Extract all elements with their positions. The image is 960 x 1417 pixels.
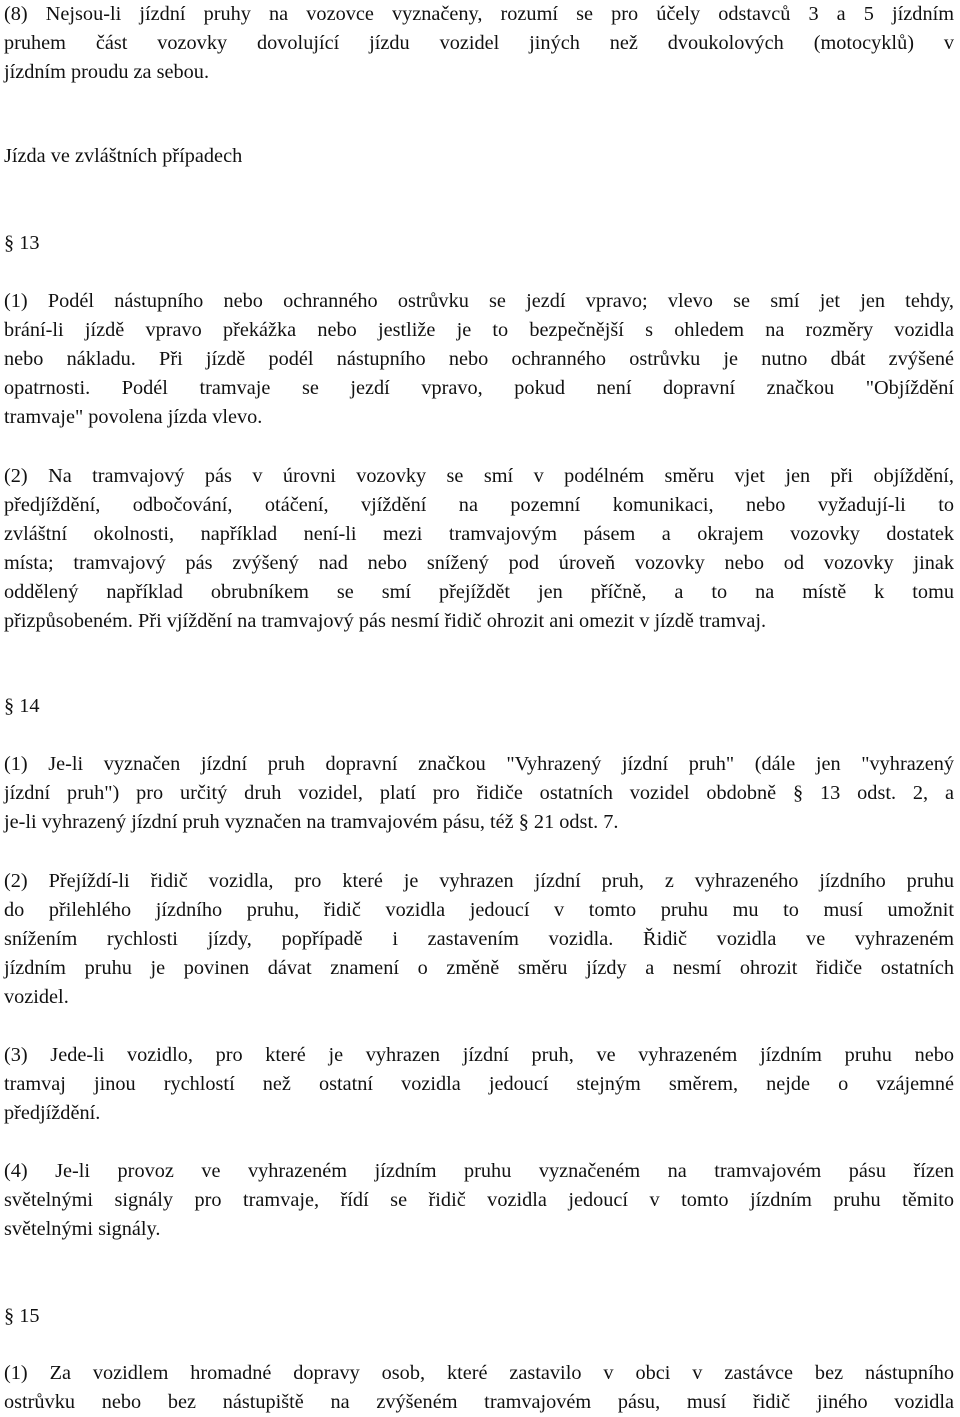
section-14-paragraph-2: [4, 867, 954, 1012]
text-line: (1) Je-li vyznačen jízdní pruh dopravní značkou "Vyhrazený jízdní pruh" (dále jen "vyhrazený: [4, 753, 954, 775]
section-13-paragraph-2: [4, 462, 954, 636]
section-15-paragraph-1: [4, 1359, 954, 1417]
paragraph-8: [4, 0, 954, 87]
text-line: jízdní pruh") pro určitý druh vozidel, platí pro řidiče ostatních vozidel obdobně § 13 odst. 2, a: [4, 782, 954, 804]
text-line: (8) Nejsou-li jízdní pruhy na vozovce vyznačeny, rozumí se pro účely odstavců 3 a 5 jízdním: [4, 3, 954, 25]
text-line: (2) Přejíždí-li řidič vozidla, pro které je vyhrazen jízdní pruh, z vyhrazeného jízdního pruhu: [4, 870, 954, 892]
section-14-paragraph-1: [4, 750, 954, 837]
text-line: pruhem část vozovky dovolující jízdu vozidel jiných než dvoukolových (motocyklů) v: [4, 32, 954, 54]
section-heading: [4, 142, 954, 171]
section-13-title: [4, 229, 954, 258]
text-line: brání-li jízdě vpravo překážka nebo jestliže je to bezpečnější s ohledem na rozměry vozidla: [4, 319, 954, 341]
section-14-paragraph-4: [4, 1157, 954, 1244]
section-number: § 13: [4, 232, 40, 254]
text-line: předjíždění, odbočování, otáčení, vjíždění na pozemní komunikaci, nebo vyžadují-li to: [4, 494, 954, 516]
text-line: snížením rychlosti jízdy, popřípadě i zastavením vozidla. Řidič vozidla ve vyhrazeném: [4, 928, 954, 950]
text-line: světelnými signály pro tramvaje, řídí se řidič vozidla jedoucí v tomto jízdním pruhu těmito: [4, 1189, 954, 1211]
text-line: tramvaj jinou rychlostí než ostatní vozidla jedoucí stejným směrem, nejde o vzájemné: [4, 1073, 954, 1095]
text-line: místa; tramvajový pás zvýšený nad nebo snížený pod úroveň vozovky nebo od vozovky jinak: [4, 552, 954, 574]
text-line: (3) Jede-li vozidlo, pro které je vyhrazen jízdní pruh, ve vyhrazeném jízdním pruhu nebo: [4, 1044, 954, 1066]
section-number: § 15: [4, 1305, 40, 1327]
text-line: přizpůsobeném. Při vjíždění na tramvajový pás nesmí řidič ohrozit ani omezit v jízdě tramvaj.: [4, 610, 767, 632]
text-line: je-li vyhrazený jízdní pruh vyznačen na tramvajovém pásu, též § 21 odst. 7.: [4, 811, 619, 833]
section-15-title: [4, 1302, 954, 1331]
text-line: ostrůvku nebo bez nástupiště na zvýšeném tramvajovém pásu, musí řidič jiného vozidla: [4, 1391, 954, 1413]
text-line: (1) Podél nástupního nebo ochranného ostrůvku se jezdí vpravo; vlevo se smí jet jen tehdy,: [4, 290, 954, 312]
text-line: opatrnosti. Podél tramvaje se jezdí vpravo, pokud není dopravní značkou "Objíždění: [4, 377, 954, 399]
text-line: tramvaje" povolena jízda vlevo.: [4, 406, 263, 428]
heading-text: Jízda ve zvláštních případech: [4, 145, 243, 167]
text-line: vozidel.: [4, 986, 69, 1008]
text-line: zvláštní okolnosti, například není-li mezi tramvajovým pásem a okrajem vozovky dostatek: [4, 523, 954, 545]
text-line: (4) Je-li provoz ve vyhrazeném jízdním pruhu vyznačeném na tramvajovém pásu řízen: [4, 1160, 954, 1182]
text-line: světelnými signály.: [4, 1218, 161, 1240]
text-line: jízdním proudu za sebou.: [4, 61, 210, 83]
text-line: (2) Na tramvajový pás v úrovni vozovky se smí v podélném směru vjet jen při objíždění,: [4, 465, 954, 487]
text-line: oddělený například obrubníkem se smí přejíždět jen příčně, a to na místě k tomu: [4, 581, 954, 603]
section-13-paragraph-1: [4, 287, 954, 432]
text-line: předjíždění.: [4, 1102, 101, 1124]
text-line: jízdním pruhu je povinen dávat znamení o změně směru jízdy a nesmí ohrozit řidiče ostatních: [4, 957, 954, 979]
text-line: nebo nákladu. Při jízdě podél nástupního nebo ochranného ostrůvku je nutno dbát zvýšené: [4, 348, 954, 370]
text-line: (1) Za vozidlem hromadné dopravy osob, které zastavilo v obci v zastávce bez nástupního: [4, 1362, 954, 1384]
text-line: do přilehlého jízdního pruhu, řidič vozidla jedoucí v tomto pruhu mu to musí umožnit: [4, 899, 954, 921]
section-14-title: [4, 692, 954, 721]
section-14-paragraph-3: [4, 1041, 954, 1128]
section-number: § 14: [4, 695, 40, 717]
